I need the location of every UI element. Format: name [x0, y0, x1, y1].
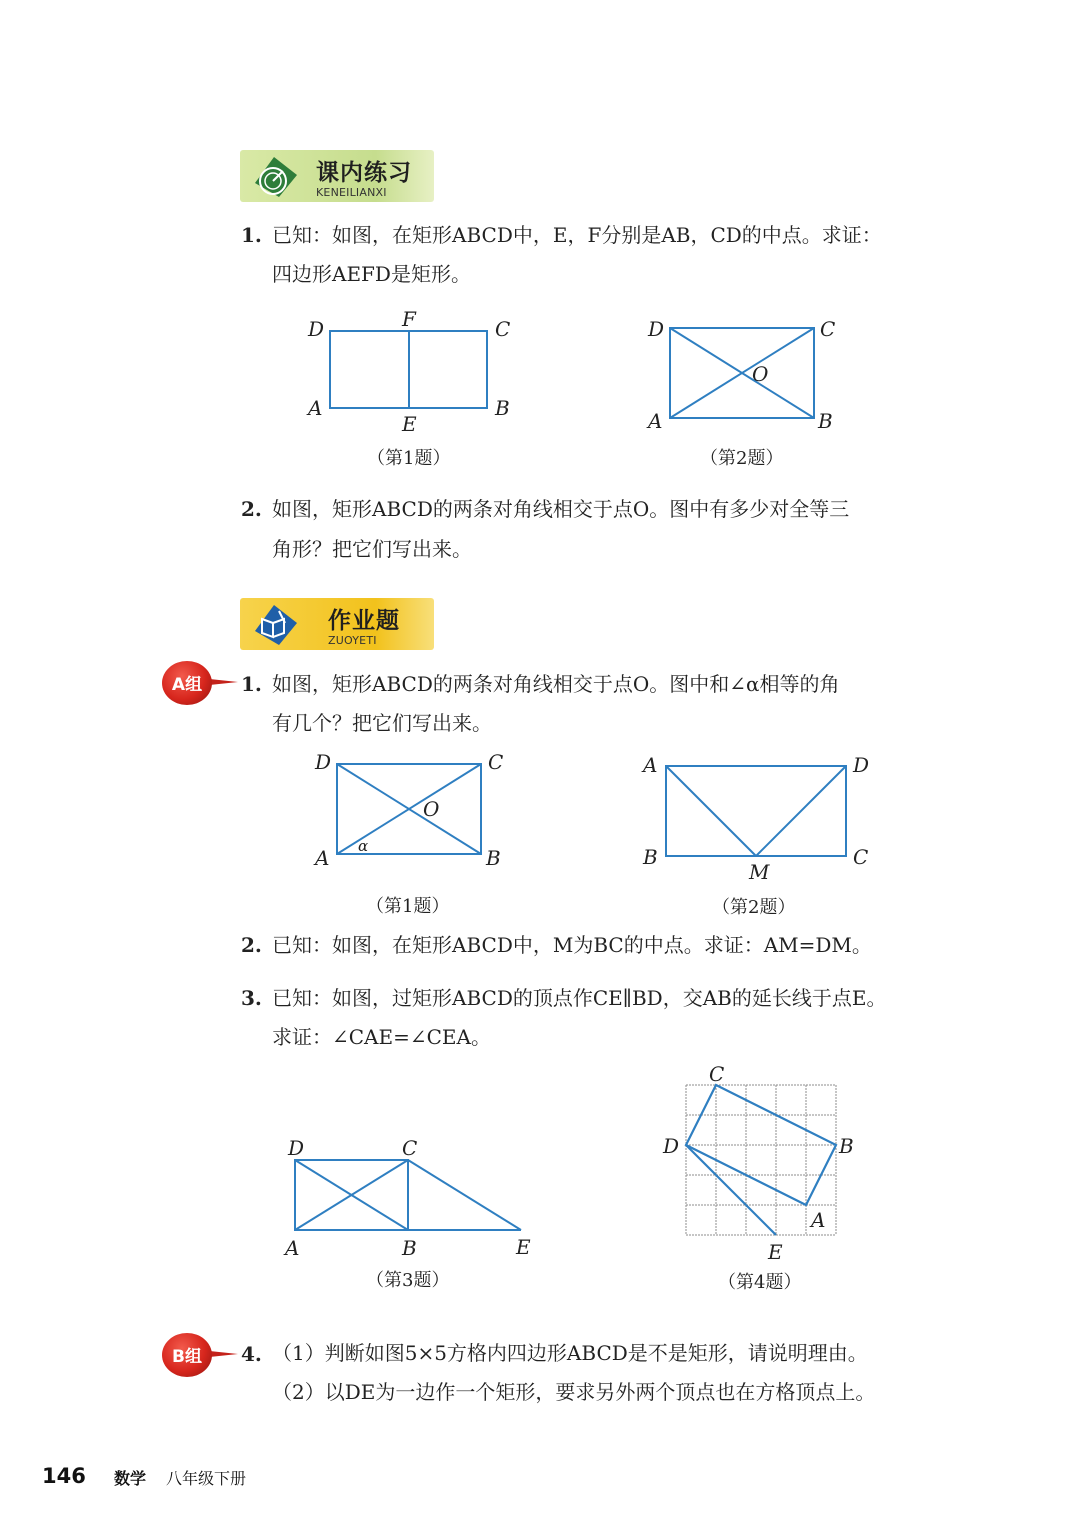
group-label: A组	[171, 675, 203, 695]
book-icon	[248, 600, 300, 648]
question-text: 已知：如图，在矩形ABCD中，E，F分别是AB，CD的中点。求证：	[272, 223, 882, 247]
label-d: D	[308, 317, 325, 341]
label-c: C	[488, 750, 504, 774]
label-b: B	[402, 1236, 417, 1260]
section-title: 作业题	[328, 608, 400, 634]
figure-caption: （第1题）	[367, 448, 451, 469]
segment-de	[686, 1145, 776, 1235]
question-text: 求证：∠CAE=∠CEA。	[272, 1025, 491, 1049]
protractor-icon	[248, 152, 300, 200]
label-o: O	[752, 362, 769, 386]
label-c: C	[709, 1062, 725, 1086]
question-text: 有几个？把它们写出来。	[272, 711, 492, 735]
label-a: A	[643, 753, 658, 777]
label-a: A	[811, 1208, 826, 1232]
label-b: B	[486, 846, 501, 870]
question-text: 四边形AEFD是矩形。	[272, 262, 471, 286]
question-text: （2）以DE为一边作一个矩形，要求另外两个顶点也在方格顶点上。	[272, 1380, 876, 1404]
label-a: A	[315, 846, 330, 870]
footer-subject: 数学	[114, 1469, 147, 1488]
figure-caption: （第4题）	[718, 1272, 802, 1293]
question-text: 已知：如图，在矩形ABCD中，M为BC的中点。求证：AM=DM。	[272, 933, 872, 957]
label-f: F	[402, 307, 416, 331]
label-d: D	[648, 317, 665, 341]
question-text: 如图，矩形ABCD的两条对角线相交于点O。图中有多少对全等三	[272, 497, 850, 521]
question-text: 如图，矩形ABCD的两条对角线相交于点O。图中和∠α相等的角	[272, 672, 840, 696]
label-e: E	[768, 1240, 783, 1264]
figure-homework-4	[655, 1060, 865, 1270]
section-pinyin: KENEILIANXI	[316, 186, 387, 199]
label-b: B	[495, 396, 510, 420]
question-number: 1.	[241, 672, 262, 696]
group-label: B组	[172, 1347, 202, 1367]
figure-caption: （第3题）	[366, 1270, 450, 1291]
section-pinyin: ZUOYETI	[328, 634, 377, 647]
label-b: B	[818, 409, 833, 433]
group-b-badge	[160, 1330, 240, 1382]
question-number: 1.	[241, 223, 262, 247]
label-d: D	[853, 753, 870, 777]
label-c: C	[853, 845, 869, 869]
question-number: 2.	[241, 497, 262, 521]
label-a: A	[308, 396, 323, 420]
page-number: 146	[42, 1464, 86, 1488]
label-c: C	[495, 317, 511, 341]
label-d: D	[663, 1134, 680, 1158]
label-a: A	[648, 409, 663, 433]
label-c: C	[402, 1136, 418, 1160]
figure-exercise-2	[640, 300, 860, 440]
figure-exercise-1	[290, 300, 530, 440]
label-alpha: α	[358, 837, 369, 855]
rectangle-adcb	[666, 766, 846, 856]
figure-homework-2	[635, 745, 880, 885]
figure-caption: （第2题）	[700, 448, 784, 469]
label-b: B	[643, 845, 658, 869]
label-d: D	[315, 750, 332, 774]
label-e: E	[402, 412, 417, 436]
question-text: 已知：如图，过矩形ABCD的顶点作CE∥BD，交AB的延长线于点E。	[272, 986, 887, 1010]
question-number: 2.	[241, 933, 262, 957]
label-e: E	[516, 1235, 531, 1259]
question-number: 3.	[241, 986, 262, 1010]
segment-dm	[756, 766, 846, 856]
figure-homework-3	[280, 1130, 540, 1260]
section-title: 课内练习	[316, 160, 412, 186]
label-c: C	[820, 317, 836, 341]
figure-homework-1	[300, 745, 530, 880]
figure-caption: （第2题）	[712, 897, 796, 918]
footer-book-title: 八年级下册	[166, 1469, 247, 1488]
label-m: M	[749, 860, 770, 884]
label-o: O	[423, 797, 440, 821]
label-a: A	[285, 1236, 300, 1260]
question-text: 角形？把它们写出来。	[272, 537, 472, 561]
label-b: B	[839, 1134, 854, 1158]
question-text: （1）判断如图5×5方格内四边形ABCD是不是矩形，请说明理由。	[272, 1341, 868, 1365]
segment-am	[666, 766, 756, 856]
figure-caption: （第1题）	[366, 896, 450, 917]
question-number: 4.	[241, 1342, 262, 1366]
group-a-badge	[160, 658, 240, 710]
segment-ce	[408, 1160, 521, 1230]
label-d: D	[288, 1136, 305, 1160]
